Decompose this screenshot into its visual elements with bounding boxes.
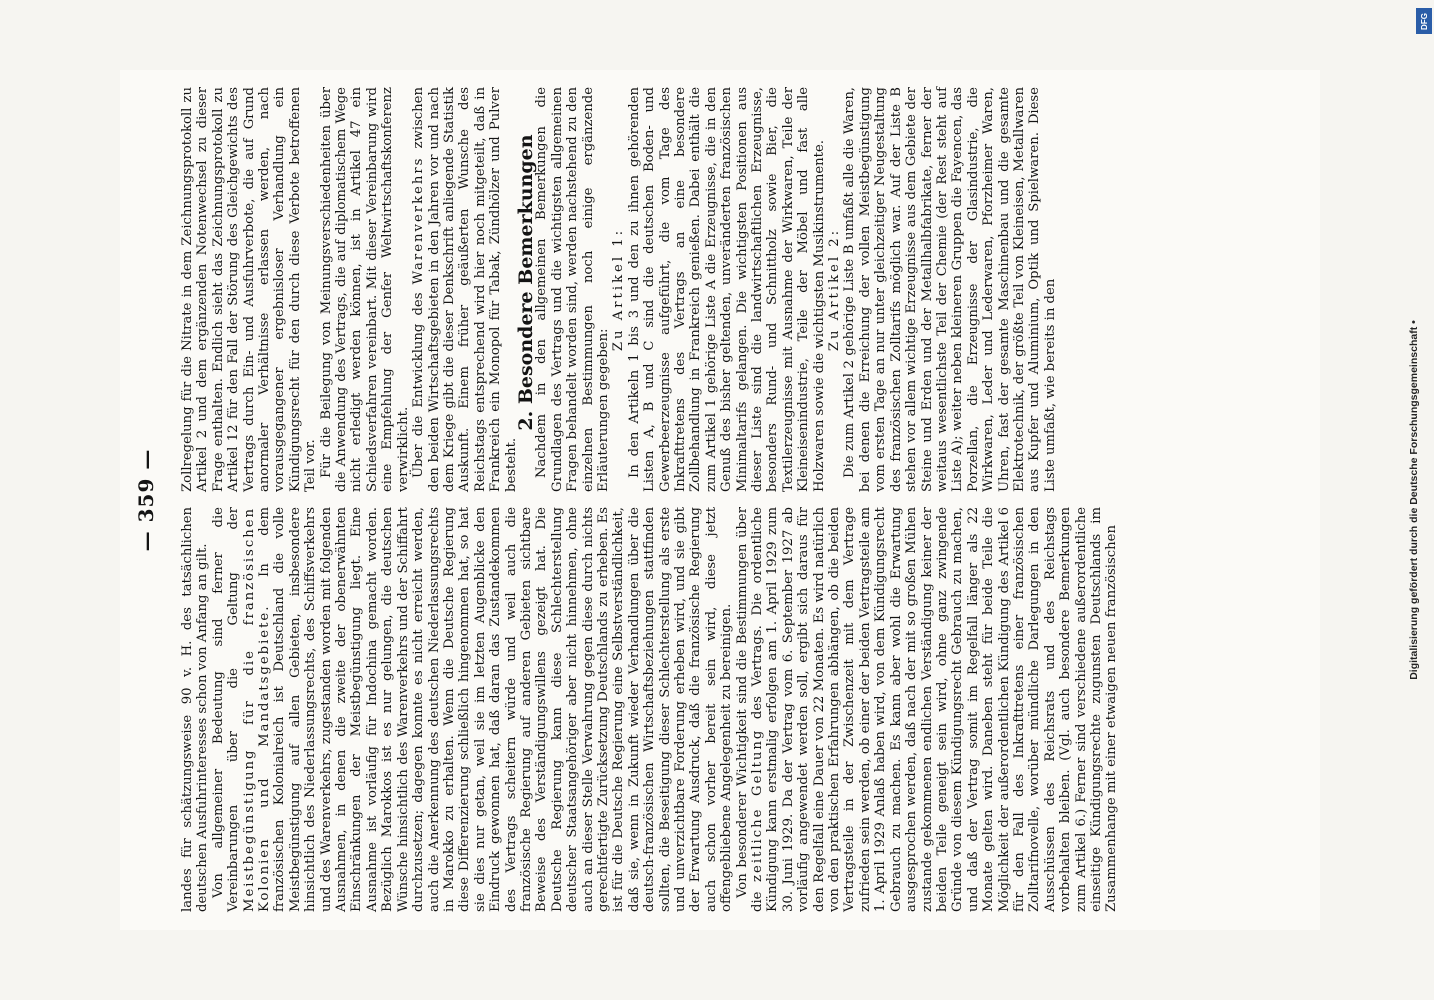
paragraph: Für die Beilegung von Meinungsverschiedenheiten über die Anwendung des Vertrags, die auf diplomatischem Wege nicht erledigt werden können, ist in Artikel 47 ein Schiedsverfahren vereinbart. Mit dieser Vereinbarung wird eine Empfehlung der Genfer Weltwirtschaftskonferenz verwirklicht. <box>318 87 411 492</box>
left-text-column <box>180 507 1120 912</box>
subsection-heading: Zu Artikel 2: <box>827 227 843 352</box>
right-text-column <box>180 87 1058 492</box>
paragraph <box>411 87 519 492</box>
paragraph <box>211 507 735 912</box>
dfg-logo <box>1416 8 1432 34</box>
paragraph-text: zwischen den beiden Wirtschaftsgebieten in den Jahren vor und nach dem Kriege gibt die dieser Denkschrift anliegende Statistik Auskunft. Einem früher geäußerten Wunsche des Reichstags entsprechend wird hier noch mitgeteilt, daß in Frankreich ein Monopol für Tabak, Zündhölzer und Pulver besteht. <box>411 87 519 492</box>
paragraph: Die zum Artikel 2 gehörige Liste B umfaßt alle die Waren, bei denen die Erreichung der vollen Meistbegünstigung vom ersten Tage an nur unter gleichzeitiger Neugestaltung des französischen Zolltarifs möglich war. Auf der Liste B stehen vor allem wichtige Erzeugnisse aus dem Gebiete der Steine und Erden und der Metallhalbfabrikate, ferner der weitaus wesentlichste Teil der Chemie (der Rest steht auf Liste A); weiter neben kleineren Gruppen die Fayencen, das Porzellan, die Erzeugnisse der Glasindustrie, die Wirkwaren, Leder und Lederwaren, Pforzheimer Waren, Uhren, fast der gesamte Maschinenbau und die gesamte Elektrotechnik, der größte Teil von Kleineisen, Metallwaren aus Kupfer und Aluminium, Optik und Spielwaren. Diese Liste umfaßt, wie bereits in den <box>842 87 1058 492</box>
dfg-logo-text: DFG <box>1419 12 1429 30</box>
digitization-credit <box>1404 8 1424 992</box>
page-number: — 359 — <box>134 448 158 552</box>
paragraph-text: In dem französischen Kolonialreich ist Deutschland die volle Meistbegünstigung auf allen Gebieten, insbesondere hinsichtlich des Niederlassungsrechts, des Schiffsverkehrs und des Warenverkehrs, zugestanden worden mit folgenden Ausnahmen, in denen die zweite der obenerwähnten Einschränkungen der Meistbegünstigung liegt. Eine Ausnahme ist vorläufig für Indochina gemacht worden. Bezüglich Marokkos ist es nur gelungen, die deutschen Wünsche hinsichtlich des Warenverkehrs und der Schiffahrt durchzusetzen; dagegen konnte es nicht erreicht werden, auch die Anerkennung des deutschen Niederlassungsrechts in Marokko zu erhalten. Wenn die Deutsche Regierung diese Differenzierung schließlich hingenommen hat, so hat sie dies nur getan, weil sie im letzten Augenblicke den Eindruck gewonnen hat, daß daran das Zustandekommen des Vertrags scheitern würde und weil auch die französische Regierung auf anderen Gebieten sichtbare Beweise des Verständigungswillens gezeigt hat. Die Deutsche Regierung kann diese Schlechterstellung deutscher Staatsangehöriger aber nicht hinnehmen, ohne auch an dieser Stelle Verwahrung gegen diese durch nichts gerechtfertigte Zurücksetzung Deutschlands zu erheben. Es ist für die Deutsche Regierung eine Selbstverständlichkeit, daß sie, wenn in Zukunft wieder Verhandlungen über die deutsch-französischen Wirtschaftsbeziehungen stattfinden sollten, die Beseitigung dieser Schlechterstellung als erste und unverzichtbare Forderung erheben wird, und sie gibt der Erwartung Ausdruck, daß die französische Regierung auch schon vorher bereit sein wird, diese jetzt offengebliebene Angelegenheit zu bereinigen. <box>257 506 735 912</box>
rotated-document-page <box>120 70 1320 930</box>
credit-text: Digitalisierung gefördert durch die Deutsche Forschungsgemeinschaft • <box>1408 320 1420 680</box>
emphasized-text: zeitliche Geltung <box>750 728 766 882</box>
emphasized-text: Meistbegünstigung für die französischen Kolonien und Mandatsgebiete. <box>241 507 273 912</box>
paragraph <box>735 507 1120 912</box>
subsection-heading: Zu Artikel 1: <box>611 227 627 352</box>
paragraph-text: Von allgemeiner Bedeutung sind ferner die Vereinbarungen über die Geltung der <box>210 507 242 912</box>
emphasized-text: Warenverkehrs <box>411 156 427 285</box>
section-heading: 2. Besondere Bemerkungen <box>514 134 537 431</box>
paragraph: In den Artikeln 1 bis 3 und den zu ihnen gehörenden Listen A, B und C sind die deutschen Boden- und Gewerbeerzeugnisse aufgeführt, die vom Tage des Inkrafttretens des Vertrags an eine besondere Zollbehandlung in Frankreich genießen. Dabei enthält die zum Artikel 1 gehörige Liste A die Erzeugnisse, die in den Genuß des bisher geltenden, unveränderten französischen Minimaltarifs gelangen. Die wichtigsten Positionen aus dieser Liste sind die landwirtschaftlichen Erzeugnisse, besonders Rund- und Schnittholz sowie Bier, die Textilerzeugnisse mit Ausnahme der Wirkwaren, Teile der Kleineisenindustrie, Teile der Möbel und fast alle Holzwaren sowie die wichtigsten Musikinstrumente. <box>626 87 827 492</box>
paragraph: landes für schätzungsweise 90 v. H. des tatsächlichen deutschen Ausfuhrinteresses schon von Anfang an gilt. <box>180 507 211 912</box>
paragraph-text: des Vertrags. Die ordentliche Kündigung kann erstmalig erfolgen am 1. April 1929 zum 30. Juni 1929. Da der Vertrag vom 6. September 1927 ab vorläufig angewendet werden soll, ergibt sich daraus für den Regelfall eine Dauer von 22 Monaten. Es wird natürlich von den praktischen Erfahrungen abhängen, ob die beiden Vertragsteile in der Zwischenzeit mit dem Vertrage zufrieden sein werden, ob einer der beiden Vertragsteile am 1. April 1929 Anlaß haben wird, von dem Kündigungsrecht Gebrauch zu machen. Es kann aber wohl die Erwartung ausgesprochen werden, daß nach der mit so großen Mühen zustande gekommenen endlichen Verständigung keiner der beiden Teile geneigt sein wird, ohne ganz zwingende Gründe von diesem Kündigungsrecht Gebrauch zu machen, und daß der Vertrag somit im Regelfall länger als 22 Monate gelten wird. Daneben steht für beide Teile die Möglichkeit der außerordentlichen Kündigung des Artikel 6 für den Fall des Inkrafttretens einer französischen Zolltarifnovelle, worüber mündliche Darlegungen in den Ausschüssen des Reichsrats und des Reichstags vorbehalten bleiben. (Vgl. auch besondere Bemerkungen zum Artikel 6.) Ferner sind verschiedene außerordentliche einseitige Kündigungsrechte zugunsten Deutschlands im Zusammenhange mit einer etwaigen neuen französischen <box>750 507 1120 912</box>
paragraph: Nachdem in den allgemeinen Bemerkungen die Grundlagen des Vertrags und die wichtigsten allgemeinen Fragen behandelt worden sind, werden nachstehend zu den einzelnen Bestimmungen noch einige ergänzende Erläuterungen gegeben: <box>534 87 611 492</box>
paragraph-text: Von besonderer Wichtigkeit sind die Bestimmungen über die <box>734 507 766 912</box>
paragraph-text: Über die Entwicklung des <box>411 292 427 478</box>
paragraph: Zollregelung für die Nitrate in dem Zeichnungsprotokoll zu Artikel 2 und dem ergänzenden Notenwechsel zu dieser Frage enthalten. Endlich sieht das Zeichnungsprotokoll zu Artikel 12 für den Fall der Störung des Gleichgewichts des Vertrags durch Ein- und Ausfuhrverbote, die auf Grund anormaler Verhältnisse erlassen werden, nach vorausgegangener ergebnisloser Verhandlung ein Kündigungsrecht für den durch diese Verbote betroffenen Teil vor. <box>180 87 319 492</box>
